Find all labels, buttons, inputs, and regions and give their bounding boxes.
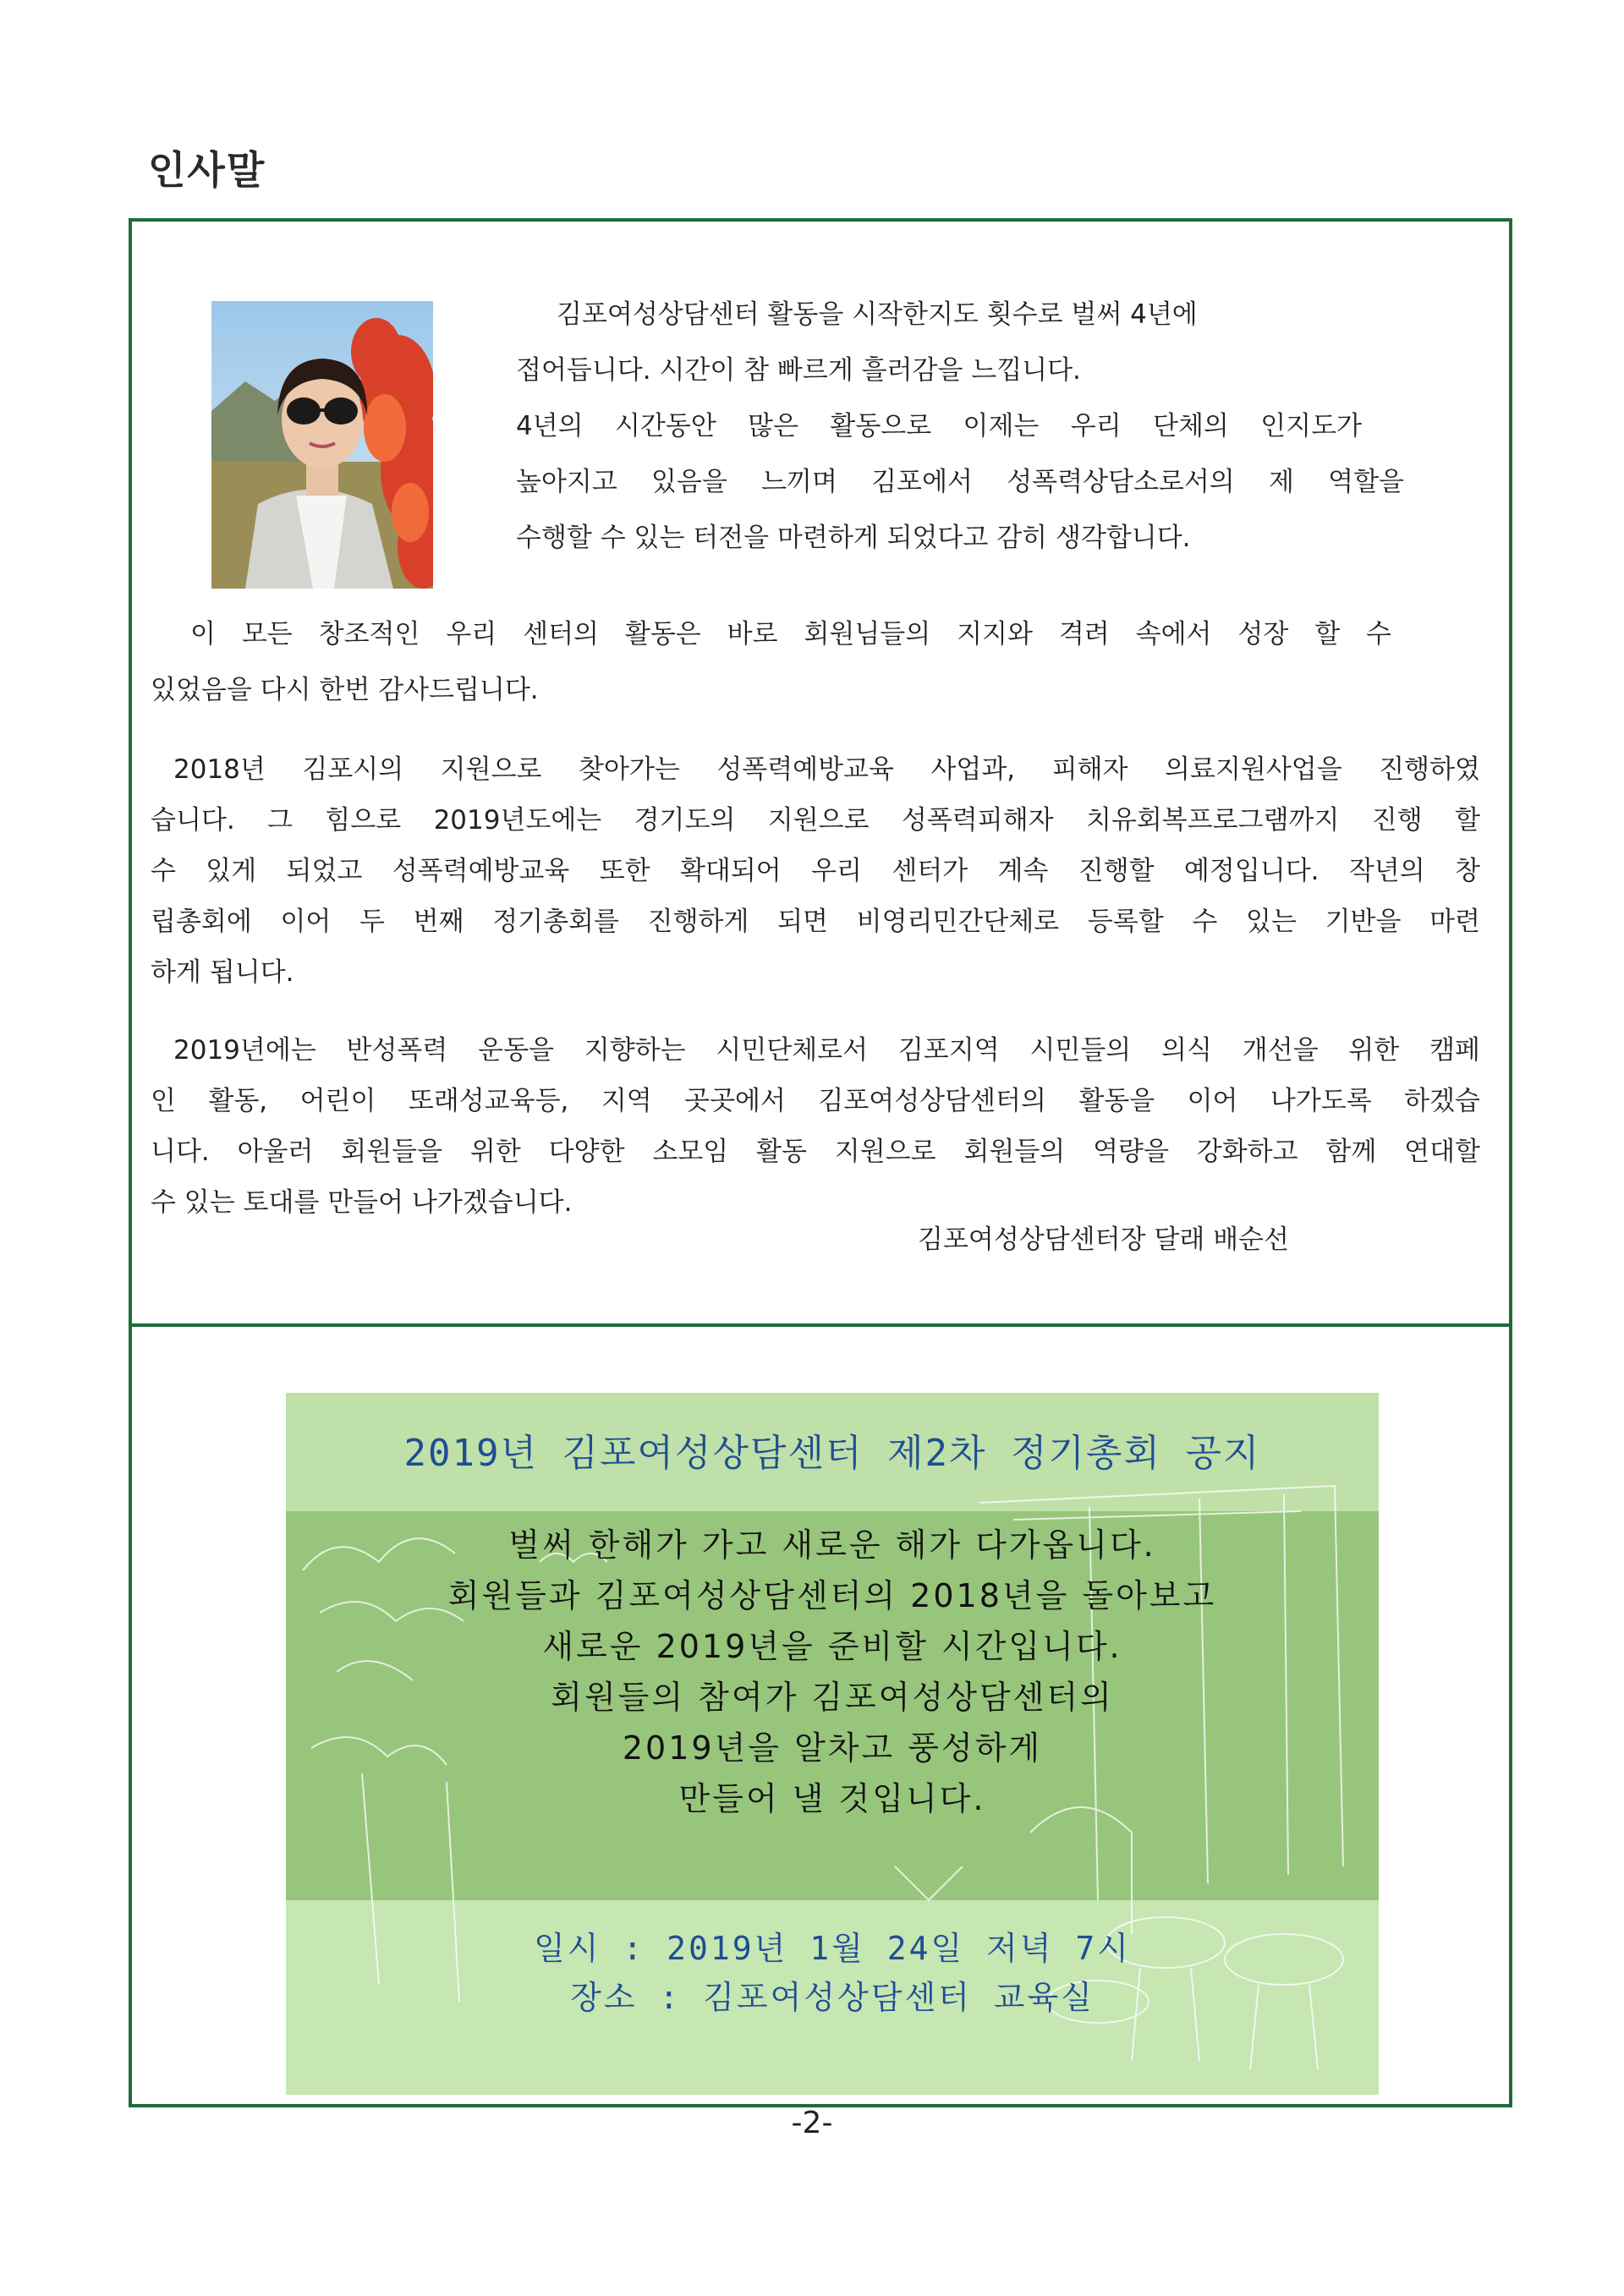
page-heading: 인사말 — [148, 147, 266, 193]
greeting-line: 접어듭니다. 시간이 참 빠르게 흘러감을 느낍니다. — [516, 355, 1081, 386]
notice-line: 2019년을 알차고 풍성하게 — [622, 1729, 1043, 1767]
paragraph-line: 이 모든 창조적인 우리 센터의 활동은 바로 회원님들의 지지와 격려 속에서 성장 할 수 — [190, 619, 1391, 649]
paragraph-line: 습니다. 그 힘으로 2019년도에는 경기도의 지원으로 성폭력피해자 치유회복프로그램까지 진행 할 — [151, 805, 1480, 836]
notice-place: 장소 : 김포여성상담센터 교육실 — [570, 1979, 1095, 2016]
greeting-line: 수행할 수 있는 터전을 마련하게 되었다고 감히 생각합니다. — [516, 523, 1191, 553]
notice-line: 새로운 2019년을 준비할 시간입니다. — [542, 1628, 1122, 1665]
notice-line: 만들어 낼 것입니다. — [678, 1780, 986, 1817]
notice-datetime: 일시 : 2019년 1월 24일 저녁 7시 — [534, 1930, 1131, 1967]
paragraph-line: 인 활동, 어린이 또래성교육등, 지역 곳곳에서 김포여성상담센터의 활동을 이어 나가도록 하겠습 — [151, 1086, 1480, 1116]
paragraph-line: 있었음을 다시 한번 감사드립니다. — [151, 675, 539, 705]
paragraph-line: 립총회에 이어 두 번째 정기총회를 진행하게 되면 비영리민간단체로 등록할 수 있는 기반을 마련 — [151, 907, 1480, 937]
section-divider — [129, 1323, 1512, 1327]
notice-body — [286, 1520, 1379, 1824]
greeting-line: 김포여성상담센터 활동을 시작한지도 횟수로 벌써 4년에 — [557, 299, 1198, 330]
notice-title: 2019년 김포여성상담센터 제2차 정기총회 공지 — [403, 1432, 1261, 1475]
paragraph-line: 니다. 아울러 회원들을 위한 다양한 소모임 활동 지원으로 회원들의 역량을 강화하고 함께 연대할 — [151, 1137, 1480, 1167]
notice-line: 회원들과 김포여성상담센터의 2018년을 돌아보고 — [447, 1577, 1217, 1614]
paragraph-line: 2018년 김포시의 지원으로 찾아가는 성폭력예방교육 사업과, 피해자 의료지원사업을 진행하였 — [173, 754, 1480, 785]
portrait-illustration — [211, 301, 433, 589]
paragraph-line: 2019년에는 반성폭력 운동을 지향하는 시민단체로서 김포지역 시민들의 의식 개선을 위한 캠페 — [173, 1035, 1480, 1066]
notice-line: 벌써 한해가 가고 새로운 해가 다가옵니다. — [508, 1526, 1156, 1564]
greeting-line: 4년의 시간동안 많은 활동으로 이제는 우리 단체의 인지도가 — [516, 411, 1362, 441]
signature: 김포여성상담센터장 달래 배순선 — [918, 1225, 1289, 1255]
notice-info — [286, 1924, 1379, 2022]
paragraph-line: 하게 됩니다. — [151, 957, 294, 988]
paragraph-line: 수 있는 토대를 만들어 나가겠습니다. — [151, 1187, 573, 1218]
paragraph-line: 수 있게 되었고 성폭력예방교육 또한 확대되어 우리 센터가 계속 진행할 예정입니다. 작년의 창 — [151, 856, 1480, 886]
page-number: -2- — [791, 2106, 833, 2140]
notice-line: 회원들의 참여가 김포여성상담센터의 — [551, 1679, 1114, 1716]
author-photo — [211, 301, 433, 589]
greeting-line: 높아지고 있음을 느끼며 김포에서 성폭력상담소로서의 제 역할을 — [516, 467, 1404, 497]
notice-card — [286, 1393, 1379, 2095]
